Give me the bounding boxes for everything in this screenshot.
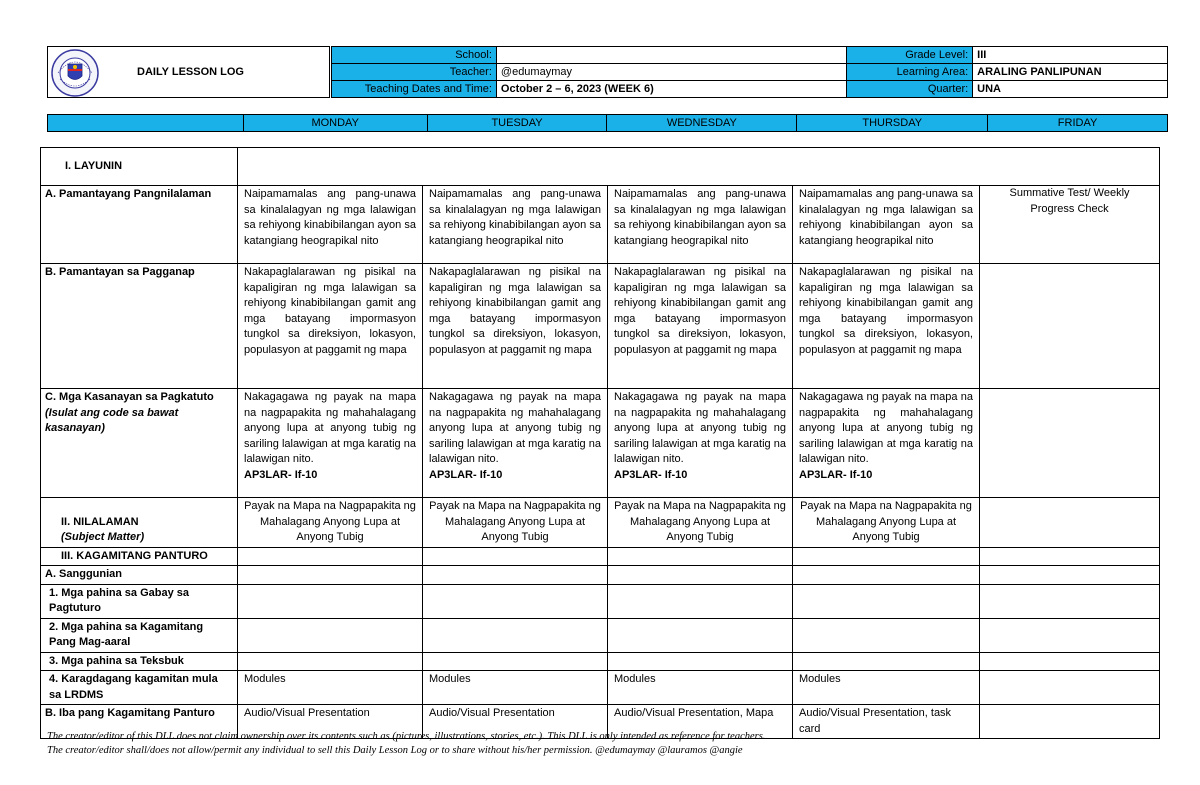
kasanayan-monday-cell <box>238 389 423 498</box>
empty-cell <box>423 584 608 618</box>
lrdms-friday <box>980 671 1160 705</box>
iba-pang-monday: Audio/Visual Presentation <box>238 705 423 739</box>
empty-cell <box>793 618 980 652</box>
quarter-label: Quarter: <box>847 81 973 98</box>
table-row <box>41 652 1160 671</box>
nilalaman-label-cell <box>41 498 238 548</box>
empty-cell <box>793 566 980 585</box>
pangnilalaman-friday: Summative Test/ Weekly Progress Check <box>980 186 1160 264</box>
grade-level-label: Grade Level: <box>847 47 973 64</box>
pagganap-wednesday: Nakapaglalarawan ng pisikal na kapaligiran ng mga lalawigan sa rehiyong kinabibilangan gamit ang mga batayang impormasyon tungkol sa direksiyon, lokasyon, populasyon at paggamit ng mapa <box>608 264 793 389</box>
empty-cell <box>980 566 1160 585</box>
empty-cell <box>238 566 423 585</box>
empty-cell <box>608 618 793 652</box>
pagganap-thursday: Nakapaglalarawan ng pisikal na kapaligiran ng mga lalawigan sa rehiyong kinabibilangan gamit ang mga batayang impormasyon tungkol sa direksiyon, lokasyon, populasyon at paggamit ng mapa <box>793 264 980 389</box>
empty-cell <box>608 566 793 585</box>
page-title: DAILY LESSON LOG <box>137 66 244 78</box>
days-header-bar <box>47 114 1168 132</box>
pagganap-tuesday: Nakapaglalarawan ng pisikal na kapaligiran ng mga lalawigan sa rehiyong kinabibilangan gamit ang mga batayang impormasyon tungkol sa direksiyon, lokasyon, populasyon at paggamit ng mapa <box>423 264 608 389</box>
table-row <box>41 618 1160 652</box>
gabay-label: 1. Mga pahina sa Gabay sa Pagtuturo <box>41 584 238 618</box>
lrdms-tuesday: Modules <box>423 671 608 705</box>
empty-cell <box>423 566 608 585</box>
teacher-label: Teacher: <box>332 64 497 81</box>
lrdms-wednesday: Modules <box>608 671 793 705</box>
nilalaman-sublabel: (Subject Matter) <box>61 531 145 543</box>
pangnilalaman-thursday: Naipamamalas ang pang-unawa sa kinalalagyan ng mga lalawigan sa rehiyong kinabibilangan ayon sa katangiang heograpikal nito <box>793 186 980 264</box>
kasanayan-wednesday-cell <box>608 389 793 498</box>
empty-cell <box>980 652 1160 671</box>
nilalaman-tuesday: Payak na Mapa na Nagpapakita ng Mahalagang Anyong Lupa at Anyong Tubig <box>423 498 608 548</box>
table-row <box>41 498 1160 548</box>
pagganap-monday: Nakapaglalarawan ng pisikal na kapaligiran ng mga lalawigan sa rehiyong kinabibilangan gamit ang mga batayang impormasyon tungkol sa direksiyon, lokasyon, populasyon at paggamit ng mapa <box>238 264 423 389</box>
iba-pang-tuesday: Audio/Visual Presentation <box>423 705 608 739</box>
pangnilalaman-monday: Naipamamalas ang pang-unawa sa kinalalagyan ng mga lalawigan sa rehiyong kinabibilangan ayon sa katangiang heograpikal nito <box>238 186 423 264</box>
kasanayan-tuesday-cell <box>423 389 608 498</box>
table-row <box>41 671 1160 705</box>
kasanayan-thursday-cell <box>793 389 980 498</box>
kasanayan-monday: Nakagagawa ng payak na mapa na nagpapakita ng mahahalagang anyong lupa at anyong tubig ng sariling lalawigan at mga karatig na lalawigan nito. <box>244 391 416 465</box>
iba-pang-wednesday: Audio/Visual Presentation, Mapa <box>608 705 793 739</box>
learning-area-label: Learning Area: <box>847 64 973 81</box>
lrdms-thursday: Modules <box>793 671 980 705</box>
empty-cell <box>980 584 1160 618</box>
footer-disclaimer <box>47 730 1167 758</box>
header-info-table <box>331 46 1168 98</box>
lrdms-label: 4. Karagdagang kagamitan mula sa LRDMS <box>41 671 238 705</box>
table-row <box>41 389 1160 498</box>
nilalaman-monday: Payak na Mapa na Nagpapakita ng Mahalagang Anyong Lupa at Anyong Tubig <box>238 498 423 548</box>
iba-pang-thursday: Audio/Visual Presentation, task card <box>793 705 980 739</box>
kasanayan-label: C. Mga Kasanayan sa Pagkatuto <box>45 391 214 403</box>
table-row <box>41 584 1160 618</box>
days-blank-cell <box>48 115 244 132</box>
kasanayan-label-cell <box>41 389 238 498</box>
lesson-log-table <box>40 147 1160 739</box>
kasanayan-sublabel: (Isulat ang code sa bawat kasanayan) <box>45 406 179 434</box>
kasanayan-wednesday: Nakagagawa ng payak na mapa na nagpapakita ng mahahalagang anyong lupa at anyong tubig ng sariling lalawigan at mga karatig na lalawigan nito. <box>614 391 786 465</box>
school-label: School: <box>332 47 497 64</box>
empty-cell <box>238 547 423 566</box>
kasanayan-code-wednesday: AP3LAR- If-10 <box>614 468 688 481</box>
empty-cell <box>423 652 608 671</box>
empty-cell <box>608 547 793 566</box>
day-thursday: THURSDAY <box>797 115 988 132</box>
deped-seal-icon <box>50 49 100 97</box>
empty-cell <box>423 547 608 566</box>
layunin-blank <box>238 148 1160 186</box>
empty-cell <box>980 547 1160 566</box>
kagamitang-panturo-header: III. KAGAMITANG PANTURO <box>41 547 238 566</box>
kasanayan-friday <box>980 389 1160 498</box>
learning-area-value: ARALING PANLIPUNAN <box>973 64 1168 81</box>
quarter-value: UNA <box>973 81 1168 98</box>
empty-cell <box>608 584 793 618</box>
kagamitang-magaaral-label: 2. Mga pahina sa Kagamitang Pang Mag-aaral <box>41 618 238 652</box>
nilalaman-thursday: Payak na Mapa na Nagpapakita ng Mahalagang Anyong Lupa at Anyong Tubig <box>793 498 980 548</box>
day-wednesday: WEDNESDAY <box>607 115 797 132</box>
nilalaman-friday <box>980 498 1160 548</box>
kasanayan-thursday: Nakagagawa ng payak na mapa na nagpapakita ng mahahalagang anyong lupa at anyong tubig ng sariling lalawigan at mga karatig na lalawigan nito. <box>799 391 973 465</box>
pagganap-friday <box>980 264 1160 389</box>
school-value <box>496 47 846 64</box>
grade-level-value: III <box>973 47 1168 64</box>
table-row <box>41 264 1160 389</box>
nilalaman-wednesday: Payak na Mapa na Nagpapakita ng Mahalagang Anyong Lupa at Anyong Tubig <box>608 498 793 548</box>
footer-line-1: The creator/editor of this DLL does not claim ownership over its contents such as (pictures, illustrations, stories, etc.). This DLL is only intended as reference for teachers. <box>47 731 766 742</box>
pangnilalaman-wednesday: Naipamamalas ang pang-unawa sa kinalalagyan ng mga lalawigan sa rehiyong kinabibilangan ayon sa katangiang heograpikal nito <box>608 186 793 264</box>
pamantayang-pangnilalaman-label: A. Pamantayang Pangnilalaman <box>41 186 238 264</box>
pangnilalaman-tuesday: Naipamamalas ang pang-unawa sa kinalalagyan ng mga lalawigan sa rehiyong kinabibilangan ayon sa katangiang heograpikal nito <box>423 186 608 264</box>
empty-cell <box>793 652 980 671</box>
day-friday: FRIDAY <box>988 115 1168 132</box>
kasanayan-code-tuesday: AP3LAR- If-10 <box>429 468 503 481</box>
empty-cell <box>238 618 423 652</box>
table-row <box>41 186 1160 264</box>
iba-pang-label: B. Iba pang Kagamitang Panturo <box>41 705 238 739</box>
layunin-header: I. LAYUNIN <box>41 148 238 186</box>
lrdms-monday: Modules <box>238 671 423 705</box>
teksbuk-label: 3. Mga pahina sa Teksbuk <box>41 652 238 671</box>
pamantayan-sa-pagganap-label: B. Pamantayan sa Pagganap <box>41 264 238 389</box>
kasanayan-code-thursday: AP3LAR- If-10 <box>799 468 873 481</box>
empty-cell <box>608 652 793 671</box>
table-row <box>41 566 1160 585</box>
empty-cell <box>793 547 980 566</box>
empty-cell <box>238 652 423 671</box>
empty-cell <box>423 618 608 652</box>
footer-line-2: The creator/editor shall/does not allow/permit any individual to sell this Daily Lesson Log or to share without his/her permission. @edumaymay @lauramos @angie <box>47 745 743 756</box>
teaching-dates-label: Teaching Dates and Time: <box>332 81 497 98</box>
table-row <box>41 148 1160 186</box>
nilalaman-label: II. NILALAMAN <box>61 515 139 528</box>
sanggunian-label: A. Sanggunian <box>41 566 238 585</box>
kasanayan-tuesday: Nakagagawa ng payak na mapa na nagpapakita ng mahahalagang anyong lupa at anyong tubig ng sariling lalawigan at mga karatig na lalawigan nito. <box>429 391 601 465</box>
empty-cell <box>793 584 980 618</box>
teacher-value: @edumaymay <box>496 64 846 81</box>
day-monday: MONDAY <box>243 115 427 132</box>
teaching-dates-value: October 2 – 6, 2023 (WEEK 6) <box>496 81 846 98</box>
empty-cell <box>238 584 423 618</box>
day-tuesday: TUESDAY <box>427 115 607 132</box>
empty-cell <box>980 618 1160 652</box>
kasanayan-code-monday: AP3LAR- If-10 <box>244 468 318 481</box>
table-row <box>41 547 1160 566</box>
